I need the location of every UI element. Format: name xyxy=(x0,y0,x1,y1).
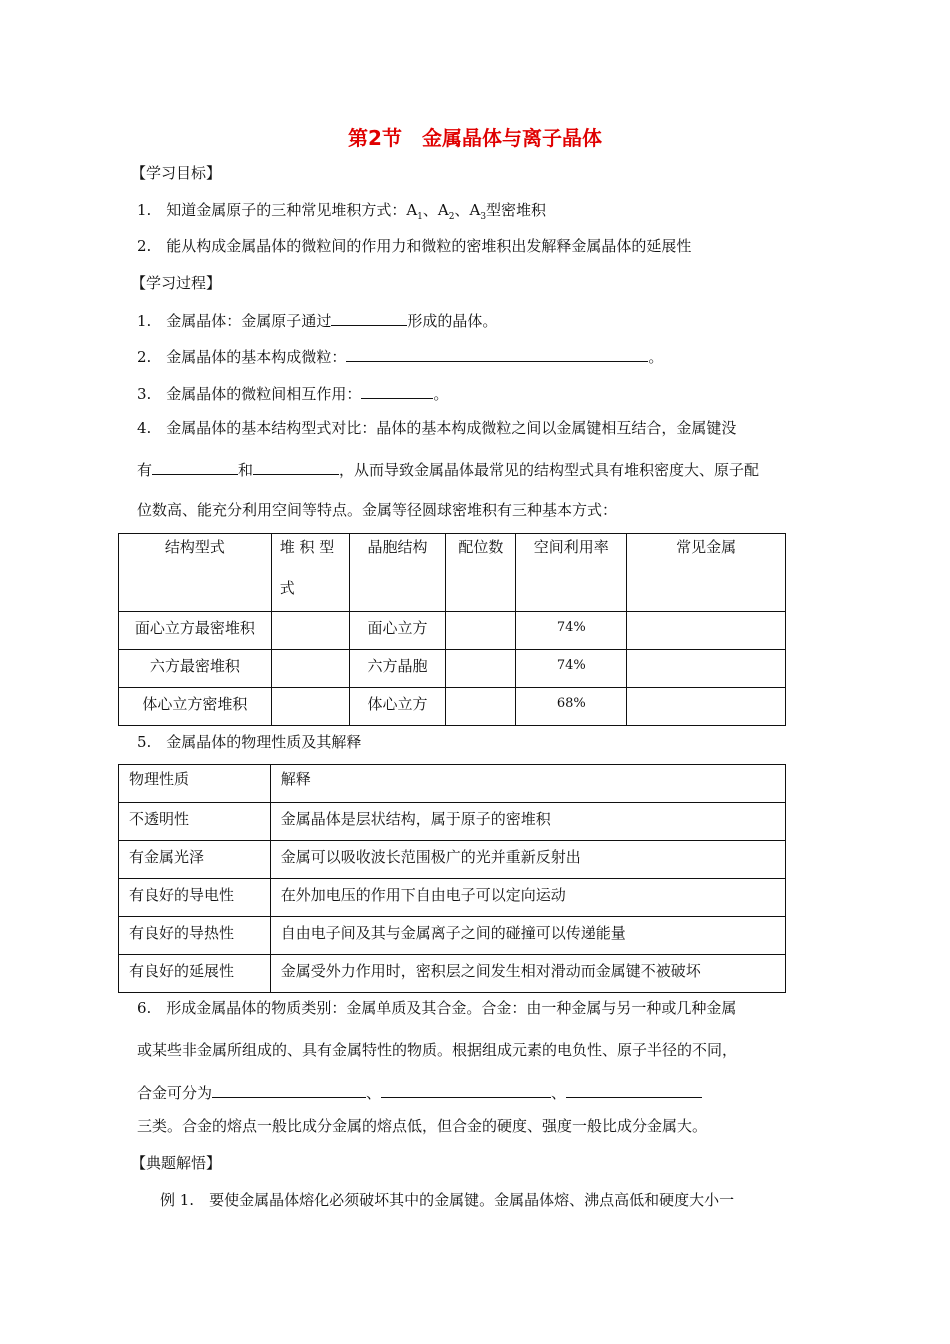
table-cell: 金属晶体是层状结构，属于原子的密堆积 xyxy=(270,803,785,841)
fill-blank[interactable] xyxy=(212,1082,366,1098)
table-cell: 六方晶胞 xyxy=(349,650,446,688)
process-item-3-after: 。 xyxy=(433,385,449,403)
process-item-2-after: 。 xyxy=(648,348,664,366)
goal-1-sep-2: 、A xyxy=(454,201,481,219)
table-row xyxy=(119,955,786,993)
process-item-2 xyxy=(137,346,663,367)
table-cell[interactable] xyxy=(271,612,349,650)
table-cell: 在外加电压的作用下自由电子可以定向运动 xyxy=(270,879,785,917)
process-item-1-before: 1. 金属晶体：金属原子通过 xyxy=(137,312,332,330)
table-row xyxy=(119,841,786,879)
table-header-cell xyxy=(271,534,349,612)
process-item-6-line-4: 三类。合金的熔点一般比成分金属的熔点低，但合金的硬度、强度一般比成分金属大。 xyxy=(137,1117,708,1135)
table-cell: 有良好的导热性 xyxy=(119,917,271,955)
goal-1-sub-3: 3 xyxy=(480,212,487,222)
table-header-row xyxy=(119,765,786,803)
table-row xyxy=(119,803,786,841)
table-cell: 74% xyxy=(516,650,627,688)
table-cell: 不透明性 xyxy=(119,803,271,841)
table-cell: 面心立方最密堆积 xyxy=(119,612,272,650)
table-cell: 金属可以吸收波长范围极广的光并重新反射出 xyxy=(270,841,785,879)
header-stacked-line-1: 堆 积 型 xyxy=(279,538,335,556)
process-item-5: 5. 金属晶体的物理性质及其解释 xyxy=(137,733,362,751)
table-header-row xyxy=(119,534,786,612)
table-cell: 有良好的导电性 xyxy=(119,879,271,917)
table-header-cell: 配位数 xyxy=(446,534,516,612)
table-cell: 面心立方 xyxy=(349,612,446,650)
table-cell[interactable] xyxy=(627,612,786,650)
process-item-4-line-2 xyxy=(137,459,759,480)
stacking-comparison-table xyxy=(118,533,786,726)
process-item-6-line-3 xyxy=(137,1082,702,1103)
physical-properties-table xyxy=(118,764,786,993)
example-1-line-1: 例 1. 要使金属晶体熔化必须破坏其中的金属键。金属晶体熔、沸点高低和硬度大小一 xyxy=(160,1191,735,1209)
section-header-goals: 【学习目标】 xyxy=(131,164,222,182)
table-cell[interactable] xyxy=(627,688,786,726)
table-cell[interactable] xyxy=(446,688,516,726)
table-cell: 金属受外力作用时，密积层之间发生相对滑动而金属键不被破坏 xyxy=(270,955,785,993)
goal-1-sub-2: 2 xyxy=(448,212,455,222)
goal-1-suffix: 型密堆积 xyxy=(486,201,547,219)
separator: 、 xyxy=(551,1084,567,1102)
process-item-1 xyxy=(137,310,497,331)
fill-blank[interactable] xyxy=(346,346,648,362)
table-cell: 体心立方 xyxy=(349,688,446,726)
table-cell: 六方最密堆积 xyxy=(119,650,272,688)
table-header-cell: 结构型式 xyxy=(119,534,272,612)
process-item-3 xyxy=(137,383,448,404)
fill-blank[interactable] xyxy=(253,459,339,475)
table-header-cell: 常见金属 xyxy=(627,534,786,612)
table-header-cell: 空间利用率 xyxy=(516,534,627,612)
table-cell: 自由电子间及其与金属离子之间的碰撞可以传递能量 xyxy=(270,917,785,955)
table-header-cell: 解释 xyxy=(270,765,785,803)
goal-1-text: 1. 知道金属原子的三种常见堆积方式：A xyxy=(137,201,418,219)
goal-1-sep-1: 、A xyxy=(422,201,449,219)
process-item-6-a: 合金可分为 xyxy=(137,1084,213,1102)
process-item-4-line-3: 位数高、能充分利用空间等特点。金属等径圆球密堆积有三种基本方式： xyxy=(137,501,618,519)
table-cell: 体心立方密堆积 xyxy=(119,688,272,726)
page-title: 第2节 金属晶体与离子晶体 xyxy=(348,126,602,150)
process-item-4-line-1: 4. 金属晶体的基本结构型式对比：晶体的基本构成微粒之间以金属键相互结合，金属键没 xyxy=(137,419,737,437)
table-row xyxy=(119,688,786,726)
goal-2: 2. 能从构成金属晶体的微粒间的作用力和微粒的密堆积出发解释金属晶体的延展性 xyxy=(137,237,692,255)
process-item-4-c: ，从而导致金属晶体最常见的结构型式具有堆积密度大、原子配 xyxy=(339,461,760,479)
fill-blank[interactable] xyxy=(361,383,433,399)
table-row xyxy=(119,879,786,917)
table-row xyxy=(119,650,786,688)
table-cell: 有良好的延展性 xyxy=(119,955,271,993)
table-header-cell: 晶胞结构 xyxy=(349,534,446,612)
process-item-4-a: 有 xyxy=(137,461,153,479)
process-item-1-after: 形成的晶体。 xyxy=(407,312,498,330)
process-item-6-line-2: 或某些非金属所组成的、具有金属特性的物质。根据组成元素的电负性、原子半径的不同， xyxy=(137,1041,738,1059)
fill-blank[interactable] xyxy=(152,459,238,475)
table-cell: 68% xyxy=(516,688,627,726)
table-cell[interactable] xyxy=(446,650,516,688)
fill-blank[interactable] xyxy=(566,1082,702,1098)
process-item-4-b: 和 xyxy=(238,461,254,479)
process-item-2-before: 2. 金属晶体的基本构成微粒： xyxy=(137,348,347,366)
separator: 、 xyxy=(366,1084,382,1102)
table-cell[interactable] xyxy=(271,688,349,726)
fill-blank[interactable] xyxy=(381,1082,551,1098)
fill-blank[interactable] xyxy=(331,310,407,326)
table-cell[interactable] xyxy=(446,612,516,650)
table-header-cell: 物理性质 xyxy=(119,765,271,803)
goal-1 xyxy=(137,200,546,227)
table-cell: 有金属光泽 xyxy=(119,841,271,879)
process-item-3-before: 3. 金属晶体的微粒间相互作用： xyxy=(137,385,362,403)
process-item-6-line-1: 6. 形成金属晶体的物质类别：金属单质及其合金。合金：由一种金属与另一种或几种金属 xyxy=(137,999,737,1017)
table-cell[interactable] xyxy=(271,650,349,688)
goal-1-sub-1: 1 xyxy=(417,212,423,222)
table-row xyxy=(119,917,786,955)
table-cell: 74% xyxy=(516,612,627,650)
section-header-example: 【典题解悟】 xyxy=(131,1154,222,1172)
table-row xyxy=(119,612,786,650)
header-stacked-line-2: 式 xyxy=(279,579,295,597)
section-header-process: 【学习过程】 xyxy=(131,274,222,292)
table-cell[interactable] xyxy=(627,650,786,688)
